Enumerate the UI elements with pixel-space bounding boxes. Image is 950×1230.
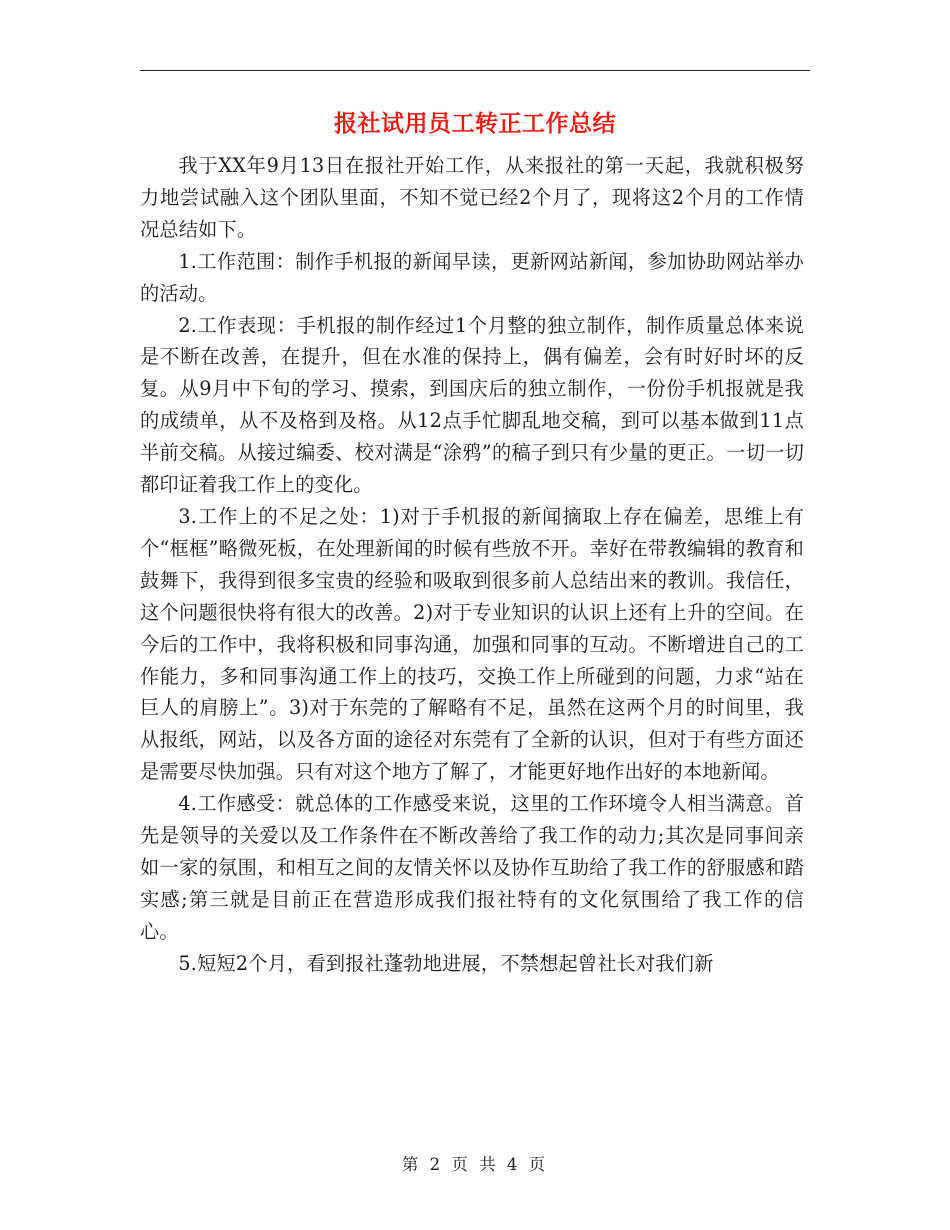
page-number-footer: 第 2 页 共 4 页 bbox=[401, 1155, 549, 1174]
work-scope-paragraph: 1.工作范围：制作手机报的新闻早读，更新网站新闻，参加协助网站举办的活动。 bbox=[140, 249, 804, 305]
header-rule bbox=[140, 70, 810, 71]
intro-paragraph: 我于XX年9月13日在报社开始工作，从来报社的第一天起，我就积极努力地尝试融入这个团队里面，不知不觉已经2个月了，现将这2个月的工作情况总结如下。 bbox=[140, 154, 804, 241]
shortcomings-paragraph: 3.工作上的不足之处：1)对于手机报的新闻摘取上存在偏差，思维上有个“框框”略微死板，在处理新闻的时候有些放不开。幸好在带教编辑的教育和鼓舞下，我得到很多宝贵的经验和吸取到很多前人总结出来的教训。我信任，这个问题很快将有很大的改善。2)对于专业知识的认识上还有上升的空间。在今后的工作中，我将积极和同事沟通，加强和同事的互动。不断增进自己的工作能力，多和同事沟通工作上的技巧，交换工作上所碰到的问题，力求“站在巨人的肩膀上”。3)对于东莞的了解略有不足，虽然在这两个月的时间里，我从报纸，网站，以及各方面的途径对东莞有了全新的认识，但对于有些方面还是需要尽快加强。只有对这个地方了解了，才能更好地作出好的本地新闻。 bbox=[140, 504, 804, 784]
document-body bbox=[140, 150, 804, 980]
document-title: 报社试用员工转正工作总结 bbox=[334, 111, 616, 137]
work-performance-paragraph: 2.工作表现：手机报的制作经过1个月整的独立制作，制作质量总体来说是不断在改善，在提升，但在水准的保持上，偶有偏差，会有时好时坏的反复。从9月中下旬的学习、摸索，到国庆后的独立制作，一份份手机报就是我的成绩单，从不及格到及格。从12点手忙脚乱地交稿，到可以基本做到11点半前交稿。从接过编委、校对满是“涂鸦”的稿子到只有少量的更正。一切一切都印证着我工作上的变化。 bbox=[140, 313, 804, 497]
work-feelings-paragraph: 4.工作感受：就总体的工作感受来说，这里的工作环境令人相当满意。首先是领导的关爱以及工作条件在不断改善给了我工作的动力;其次是同事间亲如一家的氛围，和相互之间的友情关怀以及协作互助给了我工作的舒服感和踏实感;第三就是目前正在营造形成我们报社特有的文化氛围给了我工作的信心。 bbox=[140, 792, 804, 943]
closing-paragraph: 5.短短2个月，看到报社蓬勃地进展，不禁想起曾社长对我们新 bbox=[178, 951, 714, 975]
